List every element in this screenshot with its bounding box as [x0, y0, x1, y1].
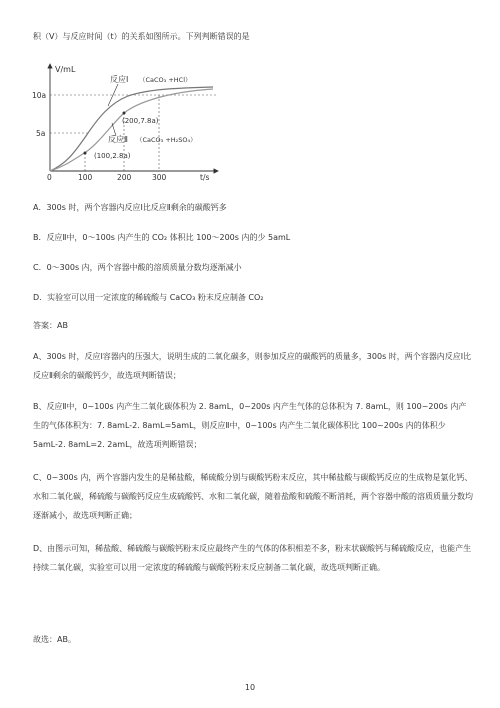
- option-d: D．实验室可以用一定浓度的稀硫酸与 CaCO₃ 粉末反应制备 CO₂: [33, 293, 264, 302]
- y-tick-5a: 5a: [36, 129, 46, 138]
- option-a: A．300s 时，两个容器内反应Ⅰ比反应Ⅱ剩余的碳酸钙多: [33, 203, 227, 212]
- annotation-200: (200,7.8a): [122, 117, 159, 125]
- x-axis-label: t/s: [200, 173, 210, 182]
- conclusion: 故选：AB。: [33, 635, 76, 644]
- series-2-line: [50, 89, 213, 171]
- x-tick-0: 0: [47, 173, 52, 182]
- point-200-7.8a: [123, 112, 126, 115]
- analysis-c: C、0~300s 内，两个容器内发生的是稀盐酸，稀硫酸分别与碳酸钙粉末反应，其中稀盐酸与碳酸钙反应的生成物是氯化钙、水和二氧化碳，稀硫酸与碳酸钙反应生成硫酸钙、水和二氧化碳，随着盐酸和硫酸不断消耗，两个容器中酸的溶质质量分数均逐渐减小，故选项判断正确；: [33, 473, 473, 520]
- point-100-2.8a: [84, 152, 87, 155]
- question-intro: 积（V）与反应时间（t）的关系如图所示。下列判断错误的是: [33, 32, 250, 41]
- x-tick-100: 100: [78, 173, 93, 182]
- y-tick-10a: 10a: [32, 91, 47, 100]
- series-2-formula: （CaCO₃ +H₂SO₄）: [136, 136, 197, 144]
- option-c: C．0～300s 内，两个容器中酸的溶质质量分数均逐渐减小: [33, 263, 242, 272]
- y-axis-label: V/mL: [55, 65, 76, 74]
- x-tick-300: 300: [152, 173, 167, 182]
- option-b: B．反应Ⅱ中，0～100s 内产生的 CO₂ 体积比 100～200s 内的少 5amL: [33, 233, 291, 242]
- analysis-b: B、反应Ⅱ中，0~100s 内产生二氧化碳体积为 2. 8amL，0~200s 内产生气体的总体积为 7. 8amL，则 100~200s 内产生的气体体积为：7. 8amL-2. 8amL=5amL，则反应Ⅱ中，0~100s 内产生二氧化碳体积比 100~200s 内的体积少 5amL-2. 8amL=2. 2amL，故选项判断错误；: [33, 402, 467, 449]
- series-1-formula: （CaCO₃ +HCl）: [139, 76, 192, 84]
- analysis-d: D、由图示可知，稀盐酸、稀硫酸与碳酸钙粉末反应最终产生的气体的体积相差不多，粉末状碳酸钙与稀硫酸反应，也能产生持续二氧化碳，实验室可以用一定浓度的稀硫酸与碳酸钙粉末反应制备二氧化碳，故选项判断正确。: [33, 544, 472, 572]
- x-tick-200: 200: [117, 173, 132, 182]
- answer: 答案：AB: [33, 321, 68, 330]
- series-1-label: 反应Ⅰ: [110, 75, 129, 84]
- series-2-label: 反应Ⅱ: [108, 135, 128, 144]
- analysis-a: A、300s 时，反应Ⅰ容器内的压强大，说明生成的二氧化碳多，则参加反应的碳酸钙的质量多，300s 时，两个容器内反应Ⅰ比反应Ⅱ剩余的碳酸钙少，故选项判断错误；: [33, 352, 472, 380]
- page-number: 10: [244, 683, 256, 692]
- annotation-100: (100,2.8a): [94, 152, 131, 160]
- series-1-line: [50, 87, 213, 171]
- volume-time-chart: [28, 58, 228, 183]
